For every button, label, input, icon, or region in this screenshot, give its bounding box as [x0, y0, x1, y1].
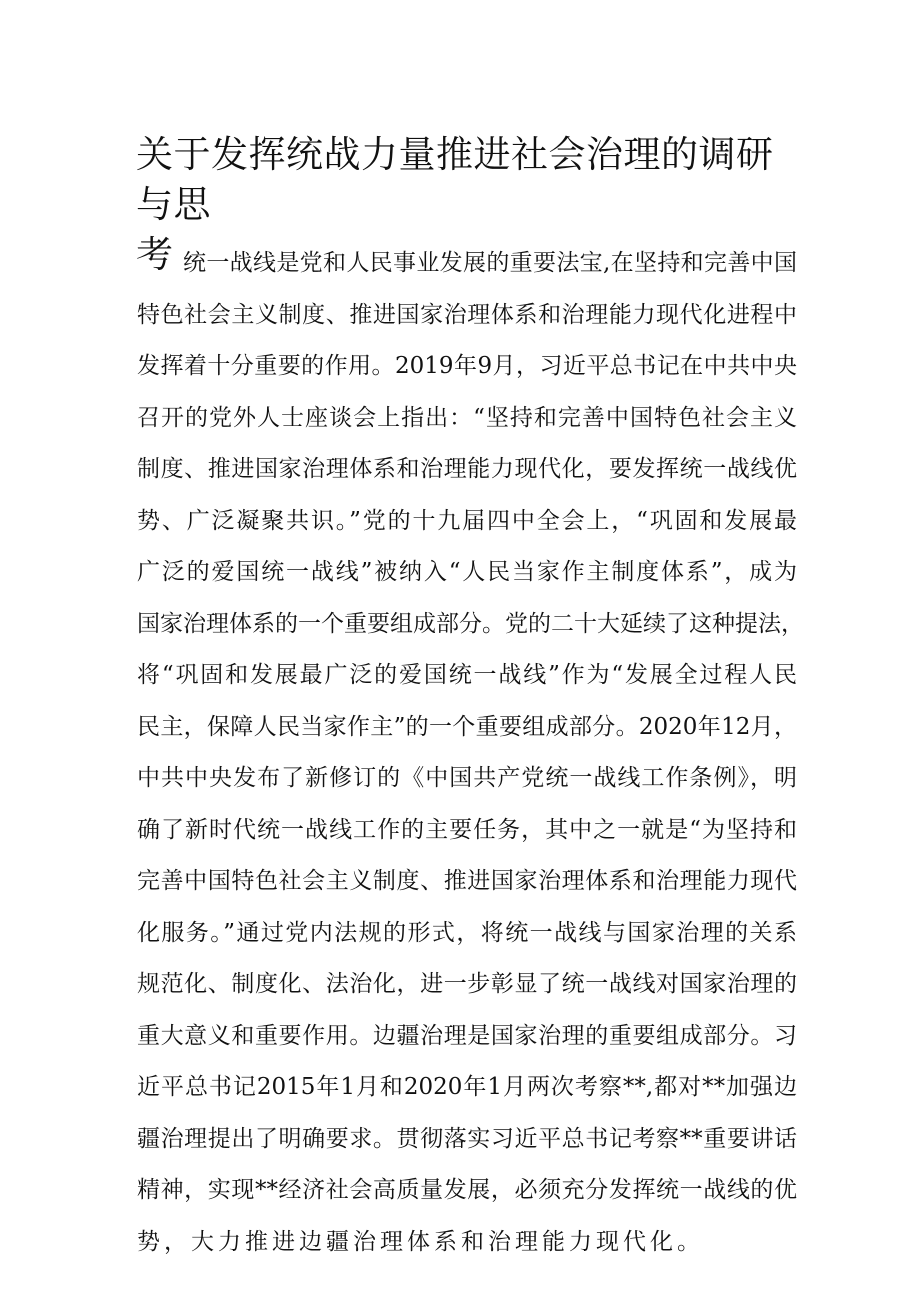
paragraph-line: 势、广泛凝聚共识。”党的十九届四中全会上，“巩固和发展最 [137, 507, 797, 534]
paragraph-line: 疆治理提出了明确要求。贯彻落实习近平总书记考察**重要讲话 [137, 1125, 797, 1152]
paragraph-line: 中共中央发布了新修订的《中国共产党统一战线工作条例》，明 [137, 765, 797, 791]
paragraph-line: 特色社会主义制度、推进国家治理体系和治理能力现代化进程中 [137, 301, 797, 328]
paragraph-line: 召开的党外人士座谈会上指出：“坚持和完善中国特色社会主义 [137, 404, 797, 431]
paragraph-line: 化服务。”通过党内法规的形式，将统一战线与国家治理的关系 [137, 919, 797, 946]
paragraph-line: 重大意义和重要作用。边疆治理是国家治理的重要组成部分。习 [137, 1022, 797, 1049]
paragraph-line: 精神，实现**经济社会高质量发展，必须充分发挥统一战线的优 [137, 1177, 797, 1203]
paragraph-line: 制度、推进国家治理体系和治理能力现代化，要发挥统一战线优 [137, 456, 797, 482]
body-paragraph [137, 238, 804, 1268]
paragraph-line: 将“巩固和发展最广泛的爱国统一战线”作为“发展全过程人民 [137, 662, 797, 688]
paragraph-line: 完善中国特色社会主义制度、推进国家治理体系和治理能力现代 [137, 868, 797, 894]
paragraph-line: 势，大力推进边疆治理体系和治理能力现代化。 [137, 1228, 704, 1255]
title-line-1: 关于发挥统战力量推进社会治理的调研与思 [136, 133, 774, 226]
paragraph-line: 近平总书记2015年1月和2020年1月两次考察**,都对**加强边 [137, 1074, 797, 1100]
paragraph-line: 统一战线是党和人民事业发展的重要法宝,在坚持和完善中国 [183, 250, 797, 276]
paragraph-line: 国家治理体系的一个重要组成部分。党的二十大延续了这种提法， [137, 610, 804, 637]
paragraph-line: 确了新时代统一战线工作的主要任务，其中之一就是“为坚持和 [137, 816, 797, 843]
paragraph-line: 民主，保障人民当家作主”的一个重要组成部分。2020年12月， [137, 713, 797, 740]
title-line-2: 考 [136, 233, 174, 276]
paragraph-line: 规范化、制度化、法治化，进一步彰显了统一战线对国家治理的 [137, 971, 797, 997]
paragraph-line: 发挥着十分重要的作用。2019年9月，习近平总书记在中共中央 [137, 353, 797, 379]
paragraph-line: 广泛的爱国统一战线”被纳入“人民当家作主制度体系”，成为 [137, 559, 797, 585]
